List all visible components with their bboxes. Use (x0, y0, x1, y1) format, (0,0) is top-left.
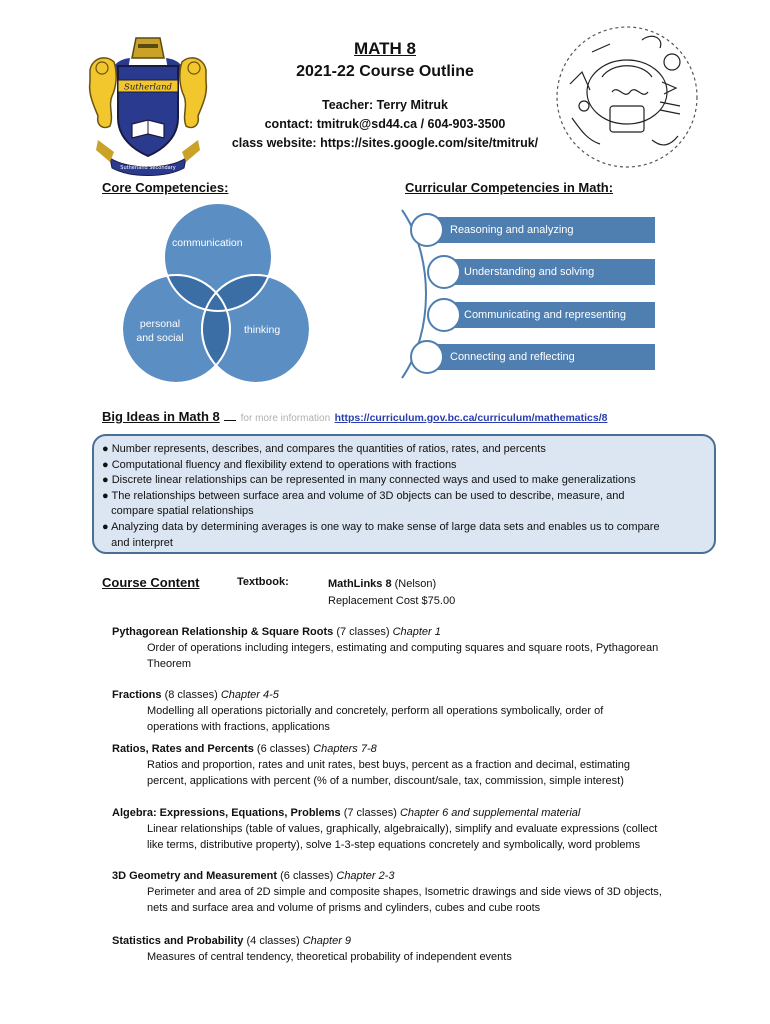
big-idea-item: ● Computational fluency and flexibility extend to operations with fractions (102, 458, 457, 471)
curricular-bullet-circle (410, 213, 444, 247)
textbook-info (328, 576, 455, 610)
curricular-item-label: Communicating and representing (464, 309, 627, 321)
topic-name: Fractions (112, 689, 162, 701)
topic-classes: (6 classes) (256, 743, 311, 755)
topic-heading (112, 868, 712, 884)
topic-chapter: Chapters 7-8 (313, 743, 377, 755)
topic-name: Ratios, Rates and Percents (112, 743, 254, 755)
topic-description-line: nets and surface area and volume of prisms and cylinders, cubes and cube roots (147, 902, 541, 914)
topic-chapter: Chapter 9 (302, 935, 352, 947)
curricular-bullet-circle (410, 340, 444, 374)
topic-chapter: Chapter 2-3 (336, 870, 395, 882)
textbook-label: Textbook: (237, 576, 289, 588)
textbook-line (328, 576, 455, 593)
more-info-text: for more information (240, 413, 331, 424)
big-ideas-header-row (102, 408, 607, 426)
big-ideas-box (92, 434, 716, 554)
topic-description-line: Modelling all operations pictorially and concretely, perform all operations symbolically, order of (147, 705, 604, 717)
topic-chapter: Chapter 4-5 (220, 689, 279, 701)
topic-chapter: Chapter 6 and supplemental material (399, 807, 581, 819)
topic-3d-geometry (112, 868, 712, 916)
topic-name: Statistics and Probability (112, 935, 244, 947)
topic-heading (112, 687, 712, 703)
topic-classes: (8 classes) (164, 689, 218, 701)
curricular-bullet-circle (427, 298, 461, 332)
curricular-item-label: Reasoning and analyzing (450, 224, 574, 236)
topic-heading (112, 741, 712, 757)
topic-algebra (112, 805, 712, 853)
topic-description-line: Perimeter and area of 2D simple and composite shapes, Isometric drawings and side views of 3D objects, (147, 886, 662, 898)
big-ideas-heading: Big Ideas in Math 8 (102, 409, 220, 424)
svg-text:Sutherland: Sutherland (124, 82, 172, 93)
big-idea-item-continued: compare spatial relationships (102, 505, 254, 518)
core-competencies-heading: Core Competencies: (102, 180, 229, 195)
topic-description-line: Ratios and proportion, rates and unit rates, best buys, percent as a fraction and decimal, estimating (147, 759, 631, 771)
topic-description-line: operations with fractions, applications (147, 721, 330, 733)
topic-description-line: Order of operations including integers, estimating and computing squares and square roots, Pythagorean (147, 642, 659, 654)
teacher-name: Teacher: Terry Mitruk (322, 98, 448, 112)
class-website[interactable]: class website: https://sites.google.com/site/tmitruk/ (231, 136, 539, 150)
topic-statistics-probability (112, 933, 712, 965)
topic-description-line: like terms, distributive property), solve 1-3-step equations concretely and symbolically, word problems (147, 839, 641, 851)
curricular-item-understanding (436, 259, 655, 285)
curricular-item-label: Understanding and solving (464, 266, 595, 278)
topic-heading (112, 933, 712, 949)
topic-classes: (7 classes) (343, 807, 397, 819)
curricular-item-reasoning (418, 217, 655, 243)
course-title: MATH 8 (353, 39, 416, 58)
topic-pythagorean (112, 624, 712, 672)
big-idea-item: ● Number represents, describes, and compares the quantities of ratios, rates, and percents (102, 443, 546, 455)
teacher-contact: contact: tmitruk@sd44.ca / 604-903-3500 (264, 117, 506, 131)
topic-description-line: Measures of central tendency, theoretical probability of independent events (147, 951, 512, 963)
topic-name: Pythagorean Relationship & Square Roots (112, 626, 334, 638)
textbook-publisher: (Nelson) (394, 578, 437, 590)
big-idea-item: ● Analyzing data by determining averages is one way to make sense of large data sets and enables us to compare (102, 520, 660, 533)
curricular-bullet-circle (427, 255, 461, 289)
curricular-item-label: Connecting and reflecting (450, 351, 575, 363)
venn-label-communication: communication (172, 237, 243, 249)
curricular-competencies-heading: Curricular Competencies in Math: (405, 180, 614, 195)
topic-heading (112, 624, 712, 640)
course-subtitle: 2021-22 Course Outline (296, 63, 474, 80)
topic-ratios-rates-percents (112, 741, 712, 789)
topic-description-line: Theorem (147, 658, 192, 670)
topic-name: Algebra: Expressions, Equations, Problems (112, 807, 341, 819)
topic-heading (112, 805, 712, 821)
topic-name: 3D Geometry and Measurement (112, 870, 278, 882)
big-idea-item-continued: and interpret (102, 536, 173, 549)
big-idea-item: ● The relationships between surface area and volume of 3D objects can be used to describe, measure, and (102, 489, 625, 502)
curriculum-link[interactable]: https://curriculum.gov.bc.ca/curriculum/mathematics/8 (334, 412, 608, 424)
topic-classes: (7 classes) (336, 626, 390, 638)
topic-chapter: Chapter 1 (392, 626, 441, 638)
topic-fractions (112, 687, 712, 735)
textbook-title: MathLinks 8 (328, 578, 392, 590)
curricular-item-communicating (436, 302, 655, 328)
topic-classes: (4 classes) (246, 935, 300, 947)
big-idea-item: ● Discrete linear relationships can be represented in many connected ways and used to make generalizations (102, 474, 636, 487)
venn-label-personal-social-text: personal and social (136, 318, 184, 344)
venn-label-thinking: thinking (244, 324, 281, 336)
heading-underline-gap (224, 420, 236, 421)
core-competencies-venn (110, 198, 320, 388)
topic-description-line: Linear relationships (table of values, graphically, algebraically), simplify and evaluate expressions (collect (147, 823, 658, 835)
venn-label-personal-social (130, 317, 190, 345)
topic-description-line: percent, applications with percent (% of a number, discount/sale, tax, commission, simple interest) (147, 775, 624, 787)
title-block (0, 38, 770, 153)
svg-text:Sutherland Secondary: Sutherland Secondary (120, 165, 176, 171)
replacement-cost: Replacement Cost $75.00 (328, 595, 456, 607)
course-content-heading: Course Content (102, 575, 200, 590)
topic-classes: (6 classes) (280, 870, 334, 882)
curricular-item-connecting (418, 344, 655, 370)
